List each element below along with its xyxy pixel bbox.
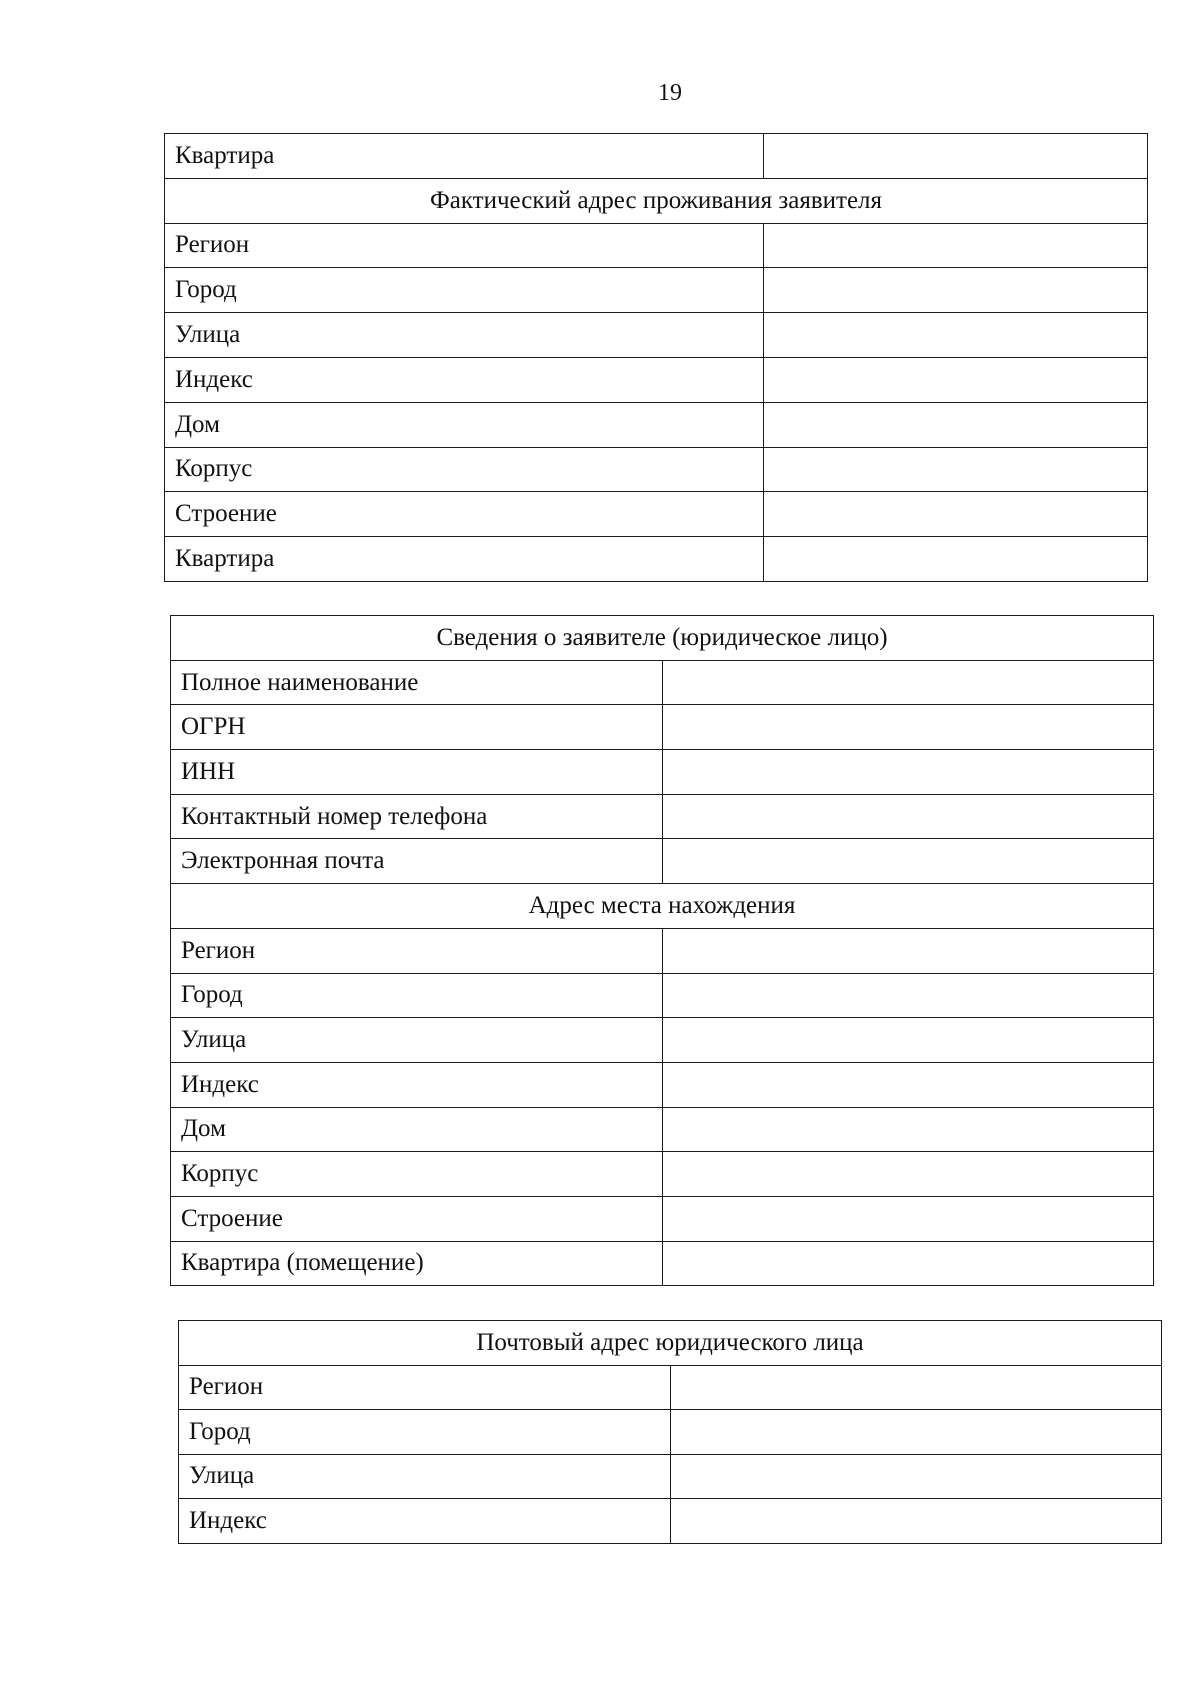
field-value[interactable] — [662, 928, 1154, 973]
field-label: Квартира — [165, 537, 764, 582]
table-row — [171, 1152, 1154, 1197]
table-row — [171, 750, 1154, 795]
field-label: Полное наименование — [171, 660, 663, 705]
table-row — [171, 928, 1154, 973]
field-value[interactable] — [662, 1107, 1154, 1152]
field-label: Регион — [165, 223, 764, 268]
postal-address-table — [178, 1320, 1162, 1544]
table-row — [179, 1499, 1162, 1544]
field-label: Улица — [179, 1454, 671, 1499]
table-row — [171, 1196, 1154, 1241]
field-value[interactable] — [662, 794, 1154, 839]
field-label: Индекс — [179, 1499, 671, 1544]
field-label: Город — [179, 1410, 671, 1455]
field-value[interactable] — [670, 1365, 1162, 1410]
section-title: Фактический адрес проживания заявителя — [165, 178, 1148, 223]
section-title: Адрес места нахождения — [171, 884, 1154, 929]
field-label: Строение — [165, 492, 764, 537]
field-label: Электронная почта — [171, 839, 663, 884]
table-row — [165, 447, 1148, 492]
section-title: Сведения о заявителе (юридическое лицо) — [171, 616, 1154, 661]
table-row — [165, 357, 1148, 402]
field-label: Город — [165, 268, 764, 313]
field-label: ИНН — [171, 750, 663, 795]
field-value[interactable] — [662, 1152, 1154, 1197]
field-label: Дом — [171, 1107, 663, 1152]
table-row — [171, 705, 1154, 750]
field-value[interactable] — [662, 973, 1154, 1018]
field-value[interactable] — [764, 492, 1148, 537]
field-value[interactable] — [764, 134, 1148, 179]
table-row — [179, 1365, 1162, 1410]
table-row — [165, 402, 1148, 447]
field-label: Контактный номер телефона — [171, 794, 663, 839]
field-label: ОГРН — [171, 705, 663, 750]
table-row — [165, 134, 1148, 179]
field-label: Индекс — [165, 357, 764, 402]
field-label: Город — [171, 973, 663, 1018]
field-value[interactable] — [764, 357, 1148, 402]
field-label: Дом — [165, 402, 764, 447]
field-label: Строение — [171, 1196, 663, 1241]
table-row — [171, 884, 1154, 929]
field-value[interactable] — [764, 537, 1148, 582]
field-label: Регион — [179, 1365, 671, 1410]
field-value[interactable] — [662, 1196, 1154, 1241]
table-row — [165, 313, 1148, 358]
field-value[interactable] — [764, 402, 1148, 447]
field-value[interactable] — [764, 313, 1148, 358]
field-value[interactable] — [670, 1454, 1162, 1499]
field-label: Улица — [171, 1018, 663, 1063]
table-row — [165, 178, 1148, 223]
table-row — [179, 1410, 1162, 1455]
field-label: Квартира — [165, 134, 764, 179]
table-row — [171, 794, 1154, 839]
field-value[interactable] — [764, 447, 1148, 492]
field-label: Квартира (помещение) — [171, 1241, 663, 1286]
table-row — [171, 973, 1154, 1018]
field-value[interactable] — [662, 750, 1154, 795]
residence-address-table — [164, 133, 1148, 582]
table-row — [165, 537, 1148, 582]
page-number: 19 — [658, 80, 682, 106]
legal-entity-table — [170, 615, 1154, 1286]
field-value[interactable] — [662, 660, 1154, 705]
table-row — [171, 1062, 1154, 1107]
field-value[interactable] — [764, 268, 1148, 313]
table-row — [179, 1454, 1162, 1499]
field-value[interactable] — [662, 1018, 1154, 1063]
table-row — [171, 660, 1154, 705]
field-label: Индекс — [171, 1062, 663, 1107]
field-label: Корпус — [165, 447, 764, 492]
field-value[interactable] — [764, 223, 1148, 268]
field-value[interactable] — [662, 1062, 1154, 1107]
field-value[interactable] — [662, 1241, 1154, 1286]
table-row — [179, 1321, 1162, 1366]
section-title: Почтовый адрес юридического лица — [179, 1321, 1162, 1366]
table-row — [165, 268, 1148, 313]
field-value[interactable] — [662, 839, 1154, 884]
table-row — [165, 492, 1148, 537]
table-row — [171, 1018, 1154, 1063]
field-label: Регион — [171, 928, 663, 973]
table-row — [171, 616, 1154, 661]
field-label: Корпус — [171, 1152, 663, 1197]
table-row — [171, 1241, 1154, 1286]
table-row — [165, 223, 1148, 268]
field-value[interactable] — [662, 705, 1154, 750]
table-row — [171, 1107, 1154, 1152]
field-label: Улица — [165, 313, 764, 358]
table-row — [171, 839, 1154, 884]
field-value[interactable] — [670, 1410, 1162, 1455]
field-value[interactable] — [670, 1499, 1162, 1544]
